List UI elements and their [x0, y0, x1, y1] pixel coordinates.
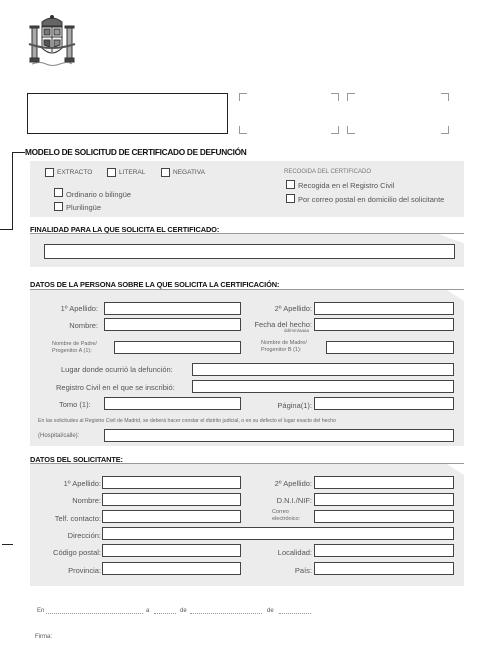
volume-input[interactable]	[104, 397, 241, 410]
applicant-province-label: Provincia:	[68, 566, 101, 575]
applicant-country-label: País:	[294, 566, 312, 575]
date-format-hint: dd/mm/aaaa	[284, 328, 310, 333]
fold-mark	[12, 152, 13, 229]
month-prefix-label: de	[180, 608, 187, 614]
applicant-first-surname-label: 1º Apellido:	[63, 479, 101, 488]
page-input[interactable]	[314, 397, 454, 410]
applicant-postal-code-input[interactable]	[102, 544, 241, 557]
father-label-line2: Progenitor A (1):	[52, 348, 92, 354]
applicant-country-input[interactable]	[314, 562, 454, 575]
checkbox-plurilingue[interactable]	[54, 202, 63, 211]
applicant-address-input[interactable]	[102, 527, 454, 540]
applicant-name-label: Nombre:	[72, 496, 101, 505]
section-rule	[30, 463, 464, 464]
corner-mark	[441, 93, 449, 101]
registry-stamp-box[interactable]	[27, 93, 228, 134]
corner-mark	[331, 93, 339, 101]
pickup-registry-label: Recogida en el Registro Civil	[298, 181, 395, 190]
death-place-input[interactable]	[192, 363, 454, 376]
section-rule	[30, 289, 464, 290]
day-prefix-label: a	[146, 608, 150, 614]
corner-mark	[331, 126, 339, 134]
checkbox-ordinario[interactable]	[54, 188, 63, 197]
place-prefix-label: En	[37, 608, 45, 614]
fold-mark	[12, 152, 25, 153]
registry-input[interactable]	[192, 380, 454, 393]
hospital-label: (Hospital/calle):	[38, 433, 80, 439]
year-prefix-label: de	[267, 608, 274, 614]
mother-label-line2: Progenitor B (1):	[261, 347, 302, 353]
option-literal-label: LITERAL	[119, 169, 146, 176]
person-first-surname-label: 1º Apellido:	[60, 304, 98, 313]
applicant-email-label-line1: Correo	[272, 509, 289, 515]
death-date-input[interactable]	[314, 318, 454, 331]
checkbox-negativa[interactable]	[161, 168, 170, 177]
applicant-postal-code-label: Código postal:	[53, 548, 101, 557]
option-negativa-label: NEGATIVA	[173, 169, 205, 176]
applicant-second-surname-label: 2º Apellido:	[274, 479, 312, 488]
corner-mark	[347, 126, 355, 134]
mother-name-input[interactable]	[326, 341, 454, 354]
hospital-input[interactable]	[104, 429, 454, 442]
page-label: Página(1):	[277, 401, 312, 410]
person-second-surname-input[interactable]	[314, 302, 454, 315]
pickup-post-label: Por correo postal en domicilio del solicitante	[298, 195, 445, 204]
father-name-input[interactable]	[114, 341, 241, 354]
option-extracto-label: EXTRACTO	[57, 169, 93, 176]
corner-mark	[239, 126, 247, 134]
coat-of-arms-icon	[26, 14, 78, 70]
fold-mark	[0, 229, 13, 230]
person-name-label: Nombre:	[69, 321, 98, 330]
corner-mark	[347, 93, 355, 101]
checkbox-extracto[interactable]	[45, 168, 54, 177]
applicant-name-input[interactable]	[102, 493, 241, 506]
checkbox-literal[interactable]	[107, 168, 116, 177]
purpose-input[interactable]	[44, 244, 455, 259]
applicant-phone-label: Telf. contacto:	[54, 514, 101, 523]
volume-label: Tomo (1):	[59, 400, 91, 409]
applicant-email-label-line2: electrónico:	[272, 516, 301, 522]
corner-mark	[441, 126, 449, 134]
year-input[interactable]	[279, 613, 311, 614]
death-place-label: Lugar donde ocurrió la defunción:	[61, 365, 173, 374]
applicant-phone-input[interactable]	[102, 510, 241, 523]
corner-mark	[239, 93, 247, 101]
death-date-label: Fecha del hecho:	[254, 320, 312, 329]
applicant-first-surname-input[interactable]	[102, 476, 241, 489]
fold-mark	[2, 544, 13, 545]
checkbox-pickup-registry[interactable]	[286, 180, 295, 189]
person-name-input[interactable]	[104, 318, 241, 331]
pickup-title: RECOGIDA DEL CERTIFICADO	[284, 169, 372, 175]
day-input[interactable]	[154, 613, 176, 614]
person-second-surname-label: 2º Apellido:	[274, 304, 312, 313]
person-first-surname-input[interactable]	[104, 302, 241, 315]
place-input[interactable]	[46, 613, 143, 614]
father-label-line1: Nombre de Padre/	[52, 341, 97, 347]
applicant-locality-input[interactable]	[314, 544, 454, 557]
month-input[interactable]	[190, 613, 262, 614]
option-plurilingue-label: Plurilingüe	[66, 203, 102, 212]
registry-label: Registro Civil en el que se inscribió:	[56, 383, 175, 392]
applicant-locality-label: Localidad:	[277, 548, 312, 557]
applicant-section-title: DATOS DEL SOLICITANTE:	[30, 455, 123, 464]
person-section-title: DATOS DE LA PERSONA SOBRE LA QUE SOLICITA LA CERTIFICACIÓN:	[30, 280, 280, 289]
applicant-id-label: D.N.I./NIF:	[276, 496, 312, 505]
option-ordinario-label: Ordinario o bilingüe	[66, 190, 132, 199]
madrid-note: En las solicitudes al Registro Civil de Madrid, se deberá hacer constar el distrito judicial, o en su defecto el lugar exacto del hecho	[38, 418, 336, 424]
applicant-province-input[interactable]	[102, 562, 241, 575]
purpose-section-title: FINALIDAD PARA LA QUE SOLICITA EL CERTIFICADO:	[30, 225, 220, 234]
signature-label: Firma:	[35, 634, 52, 640]
applicant-address-label: Dirección:	[67, 531, 101, 540]
applicant-id-input[interactable]	[314, 493, 454, 506]
mother-label-line1: Nombre de Madre/	[261, 340, 307, 346]
applicant-second-surname-input[interactable]	[314, 476, 454, 489]
form-title: MODELO DE SOLICITUD DE CERTIFICADO DE DEFUNCIÓN	[25, 147, 247, 157]
applicant-email-input[interactable]	[314, 510, 454, 523]
checkbox-pickup-post[interactable]	[286, 194, 295, 203]
section-rule	[30, 233, 464, 234]
